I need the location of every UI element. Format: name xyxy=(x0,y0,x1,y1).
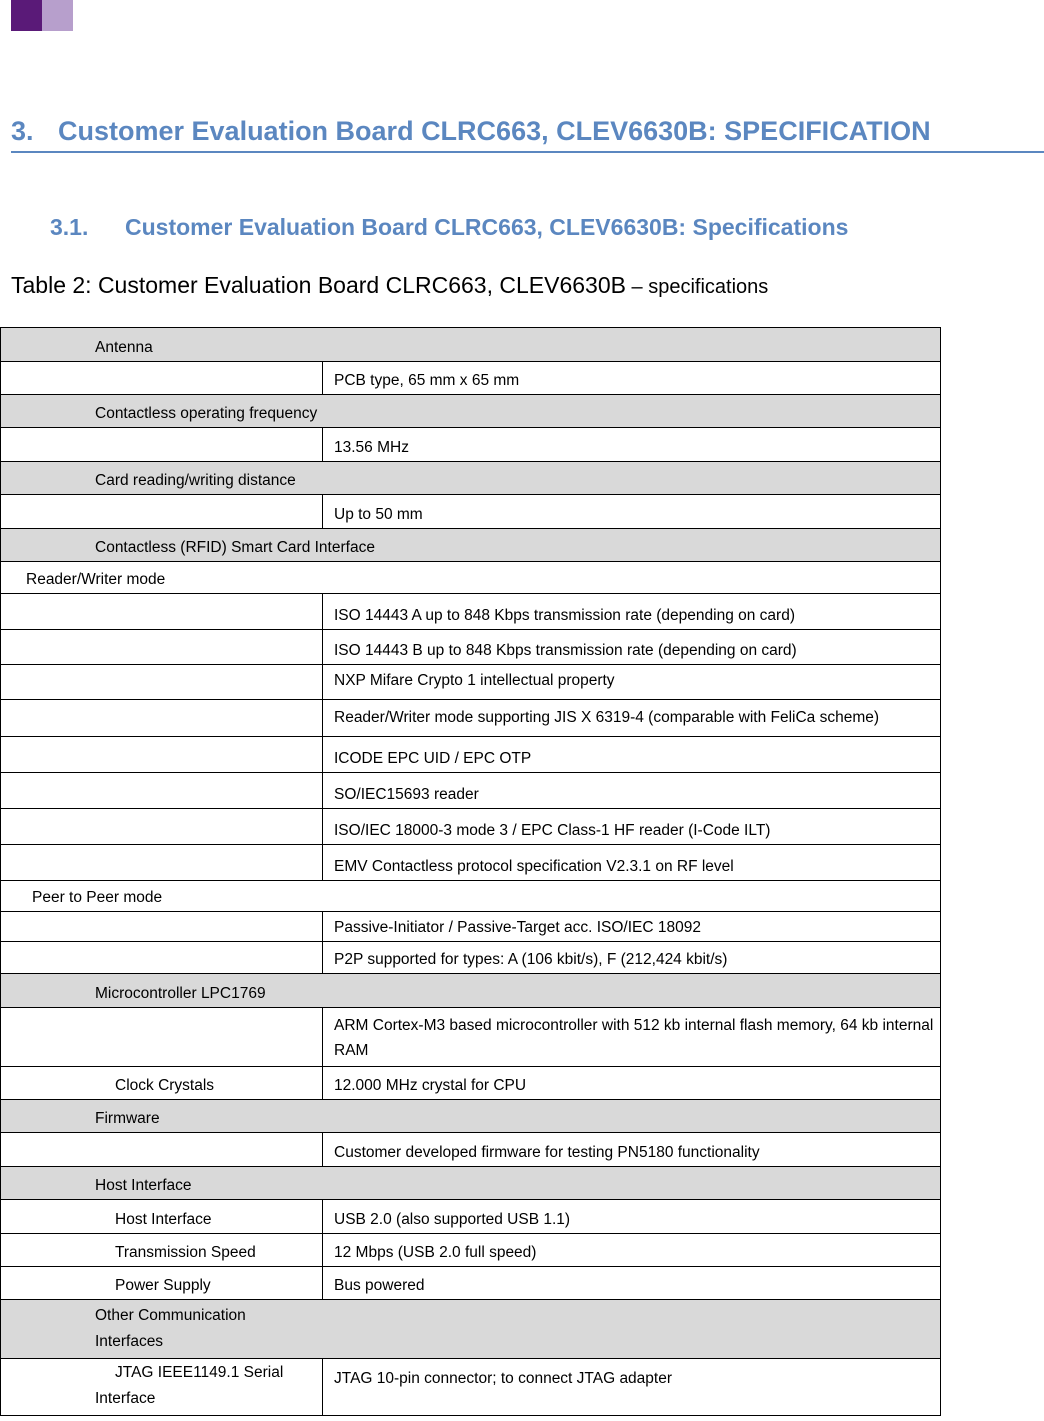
value-cell: JTAG 10-pin connector; to connect JTAG adapter xyxy=(323,1359,941,1416)
table-row xyxy=(1,495,941,529)
table-row xyxy=(1,529,941,562)
section-cell: Contactless (RFID) Smart Card Interface xyxy=(1,529,941,562)
table-row xyxy=(1,594,941,630)
table-row xyxy=(1,1008,941,1067)
value-cell: Bus powered xyxy=(323,1267,941,1300)
value-cell: ISO/IEC 18000-3 mode 3 / EPC Class-1 HF reader (I-Code ILT) xyxy=(323,809,941,845)
table-row xyxy=(1,700,941,737)
brand-logo xyxy=(11,0,73,31)
value-cell: USB 2.0 (also supported USB 1.1) xyxy=(323,1200,941,1234)
table-row xyxy=(1,1300,941,1359)
logo-square-dark xyxy=(11,0,42,31)
label-cell: Power Supply xyxy=(1,1267,323,1300)
caption-main: Table 2: Customer Evaluation Board CLRC663, CLEV6630B xyxy=(11,272,626,298)
section-cell: Microcontroller LPC1769 xyxy=(1,974,941,1008)
value-cell: Customer developed firmware for testing PN5180 functionality xyxy=(323,1133,941,1167)
section-cell: Other Communication Interfaces xyxy=(1,1300,941,1359)
section-cell: Contactless operating frequency xyxy=(1,395,941,428)
table-row xyxy=(1,1067,941,1100)
caption-suffix: – specifications xyxy=(625,276,769,298)
section-cell: Card reading/writing distance xyxy=(1,462,941,495)
table-row xyxy=(1,395,941,428)
value-cell: 12.000 MHz crystal for CPU xyxy=(323,1067,941,1100)
table-row xyxy=(1,809,941,845)
table-row xyxy=(1,428,941,462)
value-cell: 13.56 MHz xyxy=(323,428,941,462)
table-row xyxy=(1,845,941,881)
subsection-number: 3.1. xyxy=(50,214,89,240)
table-row xyxy=(1,974,941,1008)
section-heading xyxy=(11,116,1044,153)
table-caption xyxy=(11,272,768,299)
value-cell: 12 Mbps (USB 2.0 full speed) xyxy=(323,1234,941,1267)
table-row xyxy=(1,773,941,809)
value-cell: ARM Cortex-M3 based microcontroller with 512 kb internal flash memory, 64 kb internal RAM xyxy=(323,1008,941,1067)
specifications-table xyxy=(0,327,941,1416)
label-cell: Host Interface xyxy=(1,1200,323,1234)
value-cell: ISO 14443 B up to 848 Kbps transmission rate (depending on card) xyxy=(323,630,941,665)
value-cell: ICODE EPC UID / EPC OTP xyxy=(323,737,941,773)
label-cell: Transmission Speed xyxy=(1,1234,323,1267)
mode-label: Peer to Peer mode xyxy=(1,881,941,912)
value-cell: PCB type, 65 mm x 65 mm xyxy=(323,362,941,395)
value-cell: EMV Contactless protocol specification V2.3.1 on RF level xyxy=(323,845,941,881)
table-row xyxy=(1,462,941,495)
value-cell: NXP Mifare Crypto 1 intellectual property xyxy=(323,665,941,700)
table-row xyxy=(1,1133,941,1167)
section-number: 3. xyxy=(11,116,34,146)
subsection-heading xyxy=(50,214,848,241)
section-cell: Antenna xyxy=(1,328,941,362)
value-cell: SO/IEC15693 reader xyxy=(323,773,941,809)
table-row xyxy=(1,362,941,395)
table-row xyxy=(1,1267,941,1300)
table-row xyxy=(1,1200,941,1234)
subsection-title: Customer Evaluation Board CLRC663, CLEV6630B: Specifications xyxy=(125,214,849,240)
value-cell: ISO 14443 A up to 848 Kbps transmission rate (depending on card) xyxy=(323,594,941,630)
table-row xyxy=(1,881,941,912)
table-row xyxy=(1,1100,941,1133)
value-cell: Reader/Writer mode supporting JIS X 6319-4 (comparable with FeliCa scheme) xyxy=(323,700,941,737)
table-row xyxy=(1,942,941,974)
table-row xyxy=(1,630,941,665)
table-row xyxy=(1,328,941,362)
table-row xyxy=(1,562,941,594)
section-cell: Firmware xyxy=(1,1100,941,1133)
section-title: Customer Evaluation Board CLRC663, CLEV6630B: SPECIFICATION xyxy=(58,116,931,146)
table-row xyxy=(1,737,941,773)
table-row xyxy=(1,1359,941,1416)
logo-square-light xyxy=(42,0,73,31)
label-cell: JTAG IEEE1149.1 Serial Interface xyxy=(1,1359,323,1416)
value-cell: Up to 50 mm xyxy=(323,495,941,529)
label-cell: Clock Crystals xyxy=(1,1067,323,1100)
value-cell: P2P supported for types: A (106 kbit/s), F (212,424 kbit/s) xyxy=(323,942,941,974)
table-row xyxy=(1,1167,941,1200)
table-row xyxy=(1,912,941,942)
table-row xyxy=(1,1234,941,1267)
table-row xyxy=(1,665,941,700)
section-cell: Host Interface xyxy=(1,1167,941,1200)
mode-label: Reader/Writer mode xyxy=(1,562,941,594)
value-cell: Passive-Initiator / Passive-Target acc. ISO/IEC 18092 xyxy=(323,912,941,942)
